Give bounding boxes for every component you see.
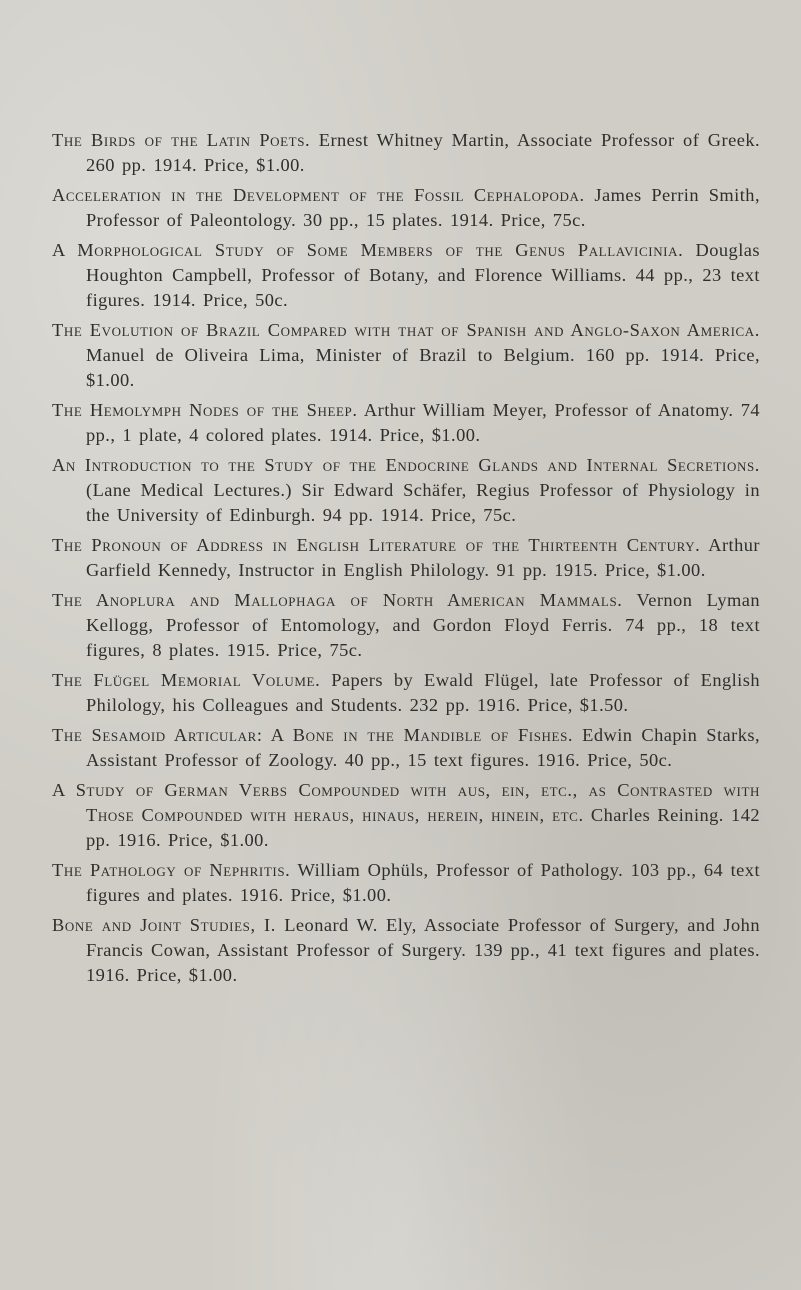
publication-title: Acceleration in the Development of the Fossil Cephalopoda. [52,185,585,205]
publication-details: James Perrin Smith, Professor of Paleontology. 30 pp., 15 plates. 1914. Price, 75c. [86,185,760,230]
publication-details: Leonard W. Ely, Associate Professor of Surgery, and John Francis Cowan, Assistant Professor of Surgery. 139 pp., 41 text figures and plates. 1916. Price, $1.00. [86,915,760,985]
publication-title: The Anoplura and Mallophaga of North American Mammals. [52,590,623,610]
list-item [52,858,760,908]
list-item [52,668,760,718]
list-item [52,318,760,393]
publication-title: An Introduction to the Study of the Endocrine Glands and Internal Secretions. [52,455,760,475]
publication-title: Bone and Joint Studies, I. [52,915,276,935]
list-item [52,913,760,988]
publication-title: The Evolution of Brazil Compared with that of Spanish and Anglo-Saxon America. [52,320,760,340]
list-item [52,778,760,853]
publication-details: Ernest Whitney Martin, Associate Professor of Greek. 260 pp. 1914. Price, $1.00. [86,130,761,175]
publication-title: The Birds of the Latin Poets. [52,130,311,150]
publication-details: (Lane Medical Lectures.) Sir Edward Schäfer, Regius Professor of Physiology in the University of Edinburgh. 94 pp. 1914. Price, 75c. [86,480,760,525]
publication-title: The Sesamoid Articular: A Bone in the Mandible of Fishes. [52,725,574,745]
publication-details: Edwin Chapin Starks, Assistant Professor of Zoology. 40 pp., 15 text figures. 1916. Price, 50c. [86,725,760,770]
list-item [52,453,760,528]
list-item [52,183,760,233]
publication-details: Arthur Garfield Kennedy, Instructor in English Philology. 91 pp. 1915. Price, $1.00. [86,535,760,580]
list-item [52,238,760,313]
publication-details: Vernon Lyman Kellogg, Professor of Entomology, and Gordon Floyd Ferris. 74 pp., 18 text figures, 8 plates. 1915. Price, 75c. [86,590,761,660]
list-item [52,588,760,663]
publication-details: William Ophüls, Professor of Pathology. 103 pp., 64 text figures and plates. 1916. Price, $1.00. [86,860,761,905]
publication-title: The Hemolymph Nodes of the Sheep. [52,400,358,420]
publication-details: Arthur William Meyer, Professor of Anatomy. 74 pp., 1 plate, 4 colored plates. 1914. Price, $1.00. [86,400,760,445]
publication-title: The Flügel Memorial Volume. [52,670,321,690]
publication-details: Charles Reining. 142 pp. 1916. Price, $1.00. [86,805,760,850]
list-item [52,533,760,583]
publication-list [52,128,760,993]
publication-title: The Pathology of Nephritis. [52,860,291,880]
publication-title: A Morphological Study of Some Members of the Genus Pallavicinia. [52,240,684,260]
publication-title: A Study of German Verbs Compounded with aus, ein, etc., as Contrasted with Those Compounded with heraus, hinaus, herein, hinein, etc. [52,780,760,825]
list-item [52,398,760,448]
list-item [52,723,760,773]
publication-details: Douglas Houghton Campbell, Professor of Botany, and Florence Williams. 44 pp., 23 text figures. 1914. Price, 50c. [86,240,760,310]
list-item [52,128,760,178]
publication-details: Papers by Ewald Flügel, late Professor of English Philology, his Colleagues and Students. 232 pp. 1916. Price, $1.50. [86,670,760,715]
publication-title: The Pronoun of Address in English Literature of the Thirteenth Century. [52,535,701,555]
publication-details: Manuel de Oliveira Lima, Minister of Brazil to Belgium. 160 pp. 1914. Price, $1.00. [86,345,760,390]
